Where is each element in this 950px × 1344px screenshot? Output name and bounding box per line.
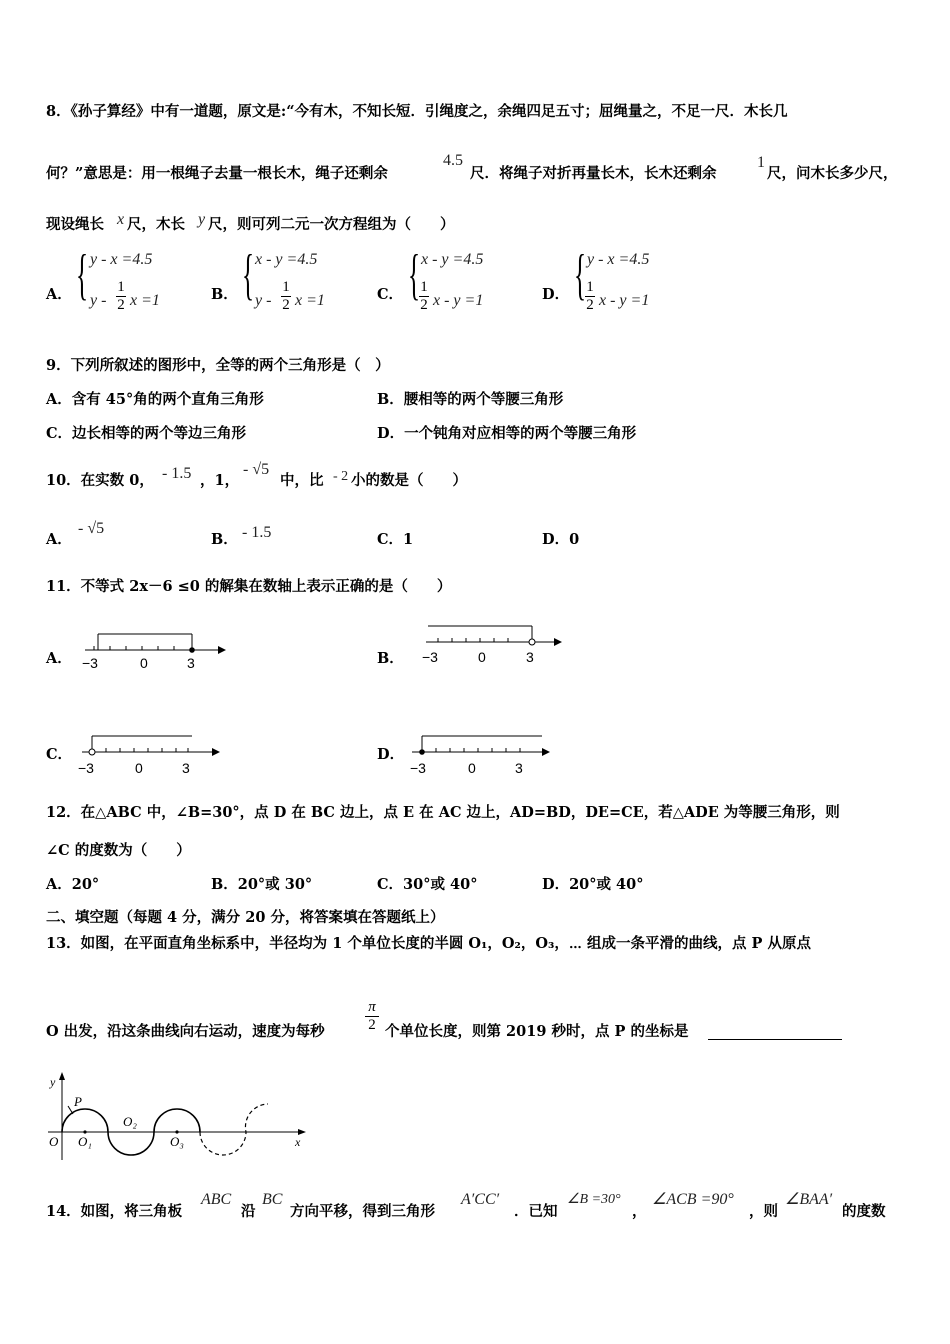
q12-line1: 12．在△ABC 中，∠B=30°，点 D 在 BC 边上，点 E 在 AC 边上，AD=BD，DE=CE，若△ADE 为等腰三角形，则 [46,804,840,821]
q8-line2b: 尺．将绳子对折再量长木，长木还剩余 [470,165,717,182]
center-label-o1: O₁ [78,1134,92,1149]
equation-1: x - y =4.5 [421,251,484,268]
q14-part6: ，则 [749,1203,778,1220]
q14-accp: A′CC′ [461,1191,500,1208]
q10-minus-2: - 2 [333,469,349,484]
q9-option-c[interactable]: C．边长相等的两个等边三角形 [46,425,247,442]
option-label: D． [542,286,570,303]
q11-option-d-label[interactable]: D． [377,746,405,763]
tick-label: 3 [182,760,190,776]
q14-part7: 的度数 [842,1203,886,1220]
q12-option-c[interactable]: C．30°或 40° [377,876,478,893]
fraction-half: 1 2 [117,279,125,313]
tick-label: 0 [135,760,143,776]
equation-1: x - y =4.5 [255,251,318,268]
option-label: A． [46,286,72,303]
q8-line3c: 尺，则可列二元一次方程组为（ ） [208,216,455,233]
center-label-o2: O₂ [123,1114,137,1129]
q8-line2a: 何？”意思是：用一根绳子去量一根长木，绳子还剩余 [46,165,388,182]
q14-abc: ABC [201,1191,232,1208]
tick-label: −3 [82,655,98,671]
q9-option-b[interactable]: B．腰相等的两个等腰三角形 [377,391,564,408]
tick-label: −3 [422,649,438,665]
equation-2-right: x - y =1 [433,292,484,309]
q10-minus-sqrt5: - √5 [243,461,270,478]
q8-value-4-5: 4.5 [443,152,463,169]
tick-label: −3 [410,760,426,776]
tick-label: 0 [140,655,148,671]
section-2-heading: 二、填空题（每题 4 分，满分 20 分，将答案填在答题纸上） [46,909,445,926]
q13-line2b: 个单位长度，则第 2019 秒时，点 P 的坐标是 [385,1023,689,1040]
option-label: B． [211,286,238,303]
equation-2-right: x =1 [295,292,325,309]
equation-1: y - x =4.5 [587,251,650,268]
equation-2-right: x - y =1 [599,292,650,309]
tick-label: 0 [468,760,476,776]
q8-line1: 8．《孙子算经》中有一道题，原文是:“今有木，不知长短．引绳度之，余绳四足五寸；屈绳量之，不足一尺．木长几 [46,103,788,120]
q10-minus-1-5: - 1.5 [162,465,192,482]
equation-2-left: y - [90,292,107,309]
q10-option-b-value: - 1.5 [242,524,272,541]
q10-option-a-value: - √5 [78,520,105,537]
equation-2-left: y - [255,292,272,309]
q13-pi-over-2: π 2 [365,1000,379,1033]
fraction-half: 1 2 [586,279,594,313]
q10-stem-part4: 小的数是（ ） [351,472,467,489]
q14-part5: ， [632,1203,647,1220]
q14-angle-baa: ∠BAA′ [785,1191,833,1208]
q13-line1: 13．如图，在平面直角坐标系中，半径均为 1 个单位长度的半圆 O₁，O₂，O₃，⋯ 组成一条平滑的曲线，点 P 从原点 [46,935,811,952]
brace: { [76,244,89,306]
q14-angle-acb: ∠ACB =90° [652,1191,734,1208]
q10-stem-part3: 中，比 [280,472,324,489]
q13-line2a: O 出发，沿这条曲线向右运动，速度为每秒 [46,1023,325,1040]
axis-label-y: y [50,1075,56,1089]
q8-var-y: y [198,211,206,228]
q12-option-a[interactable]: A．20° [46,876,100,893]
tick-label: 3 [526,649,534,665]
q14-part1: 14．如图，将三角板 [46,1203,183,1220]
tick-label: −3 [78,760,94,776]
number-line-c [78,732,228,777]
q8-value-1: 1 [757,154,765,171]
q14-part3: 方向平移，得到三角形 [290,1203,435,1220]
brace: { [408,244,421,306]
number-line-a [80,630,230,672]
q10-stem-part1: 10．在实数 0， [46,472,154,489]
q13-answer-blank[interactable] [708,1039,842,1040]
q8-var-x: x [117,211,125,228]
q9-stem: 9．下列所叙述的图形中，全等的两个三角形是（ ） [46,357,390,374]
number-line-d [408,732,558,777]
q8-line2c: 尺，问木长多少尺， [767,165,898,182]
origin-label: O [49,1134,59,1149]
q14-part4: ．已知 [514,1203,558,1220]
option-label: C． [377,286,404,303]
q10-option-d[interactable]: D．0 [542,531,580,548]
tick-label: 0 [478,649,486,665]
q14-part2: 沿 [241,1203,256,1220]
q12-line2: ∠C 的度数为（ ） [46,842,191,859]
equation-2-right: x =1 [130,292,160,309]
q13-curve-figure [40,1070,320,1165]
q11-option-b-label[interactable]: B． [377,650,404,667]
fraction-half: 1 2 [420,279,428,313]
q10-option-c[interactable]: C．1 [377,531,414,548]
q11-stem: 11．不等式 2x－6 ≤0 的解集在数轴上表示正确的是（ ） [46,578,452,595]
q10-option-a-label[interactable]: A． [46,531,72,548]
q8-line3b: 尺，木长 [127,216,185,233]
q11-option-c-label[interactable]: C． [46,746,73,763]
tick-label: 3 [187,655,195,671]
point-label-p: P [74,1094,82,1109]
fraction-half: 1 2 [282,279,290,313]
q8-line3a: 现设绳长 [46,216,104,233]
q10-option-b-label[interactable]: B． [211,531,238,548]
q14-bc: BC [262,1191,283,1208]
q14-angle-b: ∠B =30° [567,1192,621,1207]
equation-1: y - x =4.5 [90,251,153,268]
q11-option-a-label[interactable]: A． [46,650,72,667]
q9-option-d[interactable]: D．一个钝角对应相等的两个等腰三角形 [377,425,637,442]
q12-option-d[interactable]: D．20°或 40° [542,876,644,893]
brace: { [574,244,587,306]
q12-option-b[interactable]: B．20°或 30° [211,876,313,893]
brace: { [242,244,255,306]
center-label-o3: O₃ [170,1134,184,1149]
q10-stem-part2: ，1， [200,472,240,489]
axis-label-x: x [295,1135,301,1149]
tick-label: 3 [515,760,523,776]
number-line-b [418,622,568,667]
q9-option-a[interactable]: A．含有 45°角的两个直角三角形 [46,391,264,408]
